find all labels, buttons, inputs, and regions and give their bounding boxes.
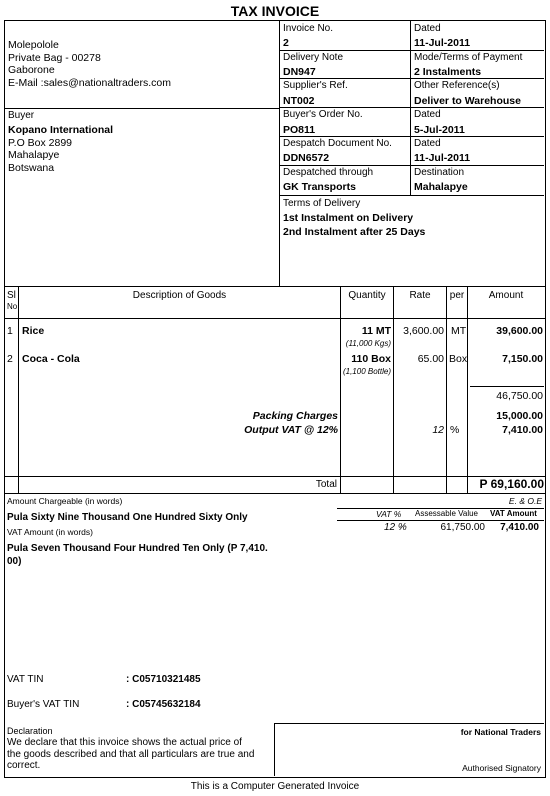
- vat-words-line: Pula Seven Thousand Four Hundred Ten Only (P 7,410.: [7, 543, 268, 554]
- vat-amount-value: 7,410.00: [500, 522, 539, 533]
- output-vat-rate: 12: [432, 424, 444, 436]
- delivery-note: DN947: [283, 66, 316, 78]
- item-sl: 1: [7, 325, 13, 337]
- buyer-line: P.O Box 2899: [8, 136, 73, 149]
- buyer-address: [8, 124, 113, 174]
- seller-line: Gaborone: [8, 64, 55, 76]
- order-date: 5-Jul-2011: [414, 124, 465, 136]
- vat-tin: : C05710321485: [126, 674, 201, 685]
- total-amount: P 69,160.00: [479, 477, 544, 491]
- vat-in-words: [7, 542, 268, 568]
- order-dated-label: Dated: [414, 109, 441, 120]
- seller-email: E-Mail :sales@nationaltraders.com: [8, 76, 171, 89]
- item-description: Coca - Cola: [22, 353, 80, 365]
- col-header-amount: Amount: [488, 290, 524, 301]
- destination-label: Destination: [414, 167, 465, 178]
- buyer-label: Buyer: [8, 110, 35, 121]
- col-header-quantity: Quantity: [348, 290, 386, 301]
- invoice-date: 11-Jul-2011: [414, 37, 471, 49]
- vat-pct-header: VAT %: [376, 509, 402, 519]
- item-sl: 2: [7, 353, 13, 365]
- for-company: for National Traders: [460, 727, 541, 737]
- item-description: Rice: [22, 325, 45, 337]
- item-quantity-alt: (1,100 Bottle): [342, 367, 391, 376]
- item-quantity: 11 MT: [361, 325, 391, 337]
- despatch-doc-no: DDN6572: [283, 152, 330, 164]
- output-vat-amount: 7,410.00: [502, 424, 543, 436]
- delivery-note-label: Delivery Note: [283, 52, 344, 63]
- item-quantity: 110 Box: [351, 353, 391, 365]
- declaration-line: the goods described and that all particulars are true and: [7, 748, 255, 760]
- seller-line: Private Bag - 00278: [8, 51, 101, 64]
- despatch-dated-label: Dated: [414, 138, 441, 149]
- col-sl-label: Sl: [7, 290, 16, 301]
- item-quantity-alt: (11,000 Kgs): [345, 339, 391, 348]
- vat-pct-value: 12 %: [384, 522, 407, 533]
- invoice-no: 2: [283, 37, 289, 49]
- despatched-through-label: Despatched through: [283, 167, 374, 178]
- item-rate: 65.00: [417, 353, 444, 365]
- terms-line-2: 2nd Instalment after 25 Days: [283, 226, 426, 238]
- supplier-ref-label: Supplier's Ref.: [283, 80, 348, 91]
- despatch-doc-label: Despatch Document No.: [283, 138, 392, 149]
- subtotal: 46,750.00: [496, 390, 543, 402]
- output-vat-per: %: [450, 424, 460, 436]
- other-ref: Deliver to Warehouse: [414, 95, 521, 107]
- terms-label: Terms of Delivery: [283, 198, 361, 209]
- item-amount: 39,600.00: [496, 325, 543, 337]
- destination: Mahalapye: [414, 181, 468, 193]
- despatch-date: 11-Jul-2011: [414, 152, 471, 164]
- terms-line-1: 1st Instalment on Delivery: [283, 212, 414, 224]
- seller-address: [8, 39, 171, 89]
- buyer-line: Botswana: [8, 161, 55, 174]
- vat-words-line: 00): [7, 556, 22, 567]
- seller-line: Molepolole: [8, 39, 59, 51]
- col-header-description: Description of Goods: [132, 290, 227, 301]
- vat-amount-header: VAT Amount: [490, 509, 537, 518]
- payment-mode-label: Mode/Terms of Payment: [414, 52, 523, 63]
- item-per: Box: [449, 353, 468, 365]
- packing-charges-amount: 15,000.00: [496, 410, 543, 422]
- supplier-ref: NT002: [283, 95, 315, 107]
- item-rate: 3,600.00: [403, 325, 444, 337]
- buyer-line: Mahalapye: [8, 149, 60, 161]
- eoe-note: E. & O.E: [508, 496, 542, 506]
- dated-label: Dated: [414, 23, 441, 34]
- col-header-per: per: [449, 290, 465, 301]
- computer-generated-note: This is a Computer Generated Invoice: [190, 781, 360, 792]
- buyer-order-no: PO811: [283, 124, 316, 136]
- item-amount: 7,150.00: [502, 353, 543, 365]
- assessable-value: 61,750.00: [440, 522, 485, 533]
- vat-tin-label: VAT TIN: [7, 674, 44, 685]
- item-per: MT: [451, 325, 467, 337]
- total-label: Total: [315, 479, 337, 490]
- declaration-text: [7, 737, 254, 772]
- output-vat-label: Output VAT @ 12%: [244, 424, 338, 436]
- payment-mode: 2 Instalments: [414, 66, 482, 78]
- invoice-title: TAX INVOICE: [230, 3, 320, 19]
- declaration-line: correct.: [7, 760, 41, 771]
- packing-charges-label: Packing Charges: [252, 410, 338, 422]
- col-header-rate: Rate: [409, 290, 431, 301]
- invoice-no-label: Invoice No.: [283, 23, 334, 34]
- buyer-vat-tin-label: Buyer's VAT TIN: [7, 699, 80, 710]
- despatched-through: GK Transports: [283, 181, 356, 193]
- buyer-order-label: Buyer's Order No.: [283, 109, 363, 120]
- authorised-signatory: Authorised Signatory: [462, 763, 541, 773]
- amount-in-words: Pula Sixty Nine Thousand One Hundred Sixty Only: [7, 512, 248, 523]
- declaration-line: We declare that this invoice shows the actual price of: [7, 737, 242, 748]
- assessable-value-header: Assessable Value: [415, 509, 478, 518]
- buyer-vat-tin: : C05745632184: [126, 699, 201, 710]
- col-header-sl: [7, 290, 19, 312]
- declaration-label: Declaration: [7, 726, 53, 736]
- vat-words-label: VAT Amount (in words): [7, 527, 93, 537]
- other-ref-label: Other Reference(s): [414, 80, 500, 91]
- col-no-label: No.: [7, 302, 20, 311]
- amount-words-label: Amount Chargeable (in words): [7, 496, 123, 506]
- buyer-name: Kopano International: [8, 124, 113, 136]
